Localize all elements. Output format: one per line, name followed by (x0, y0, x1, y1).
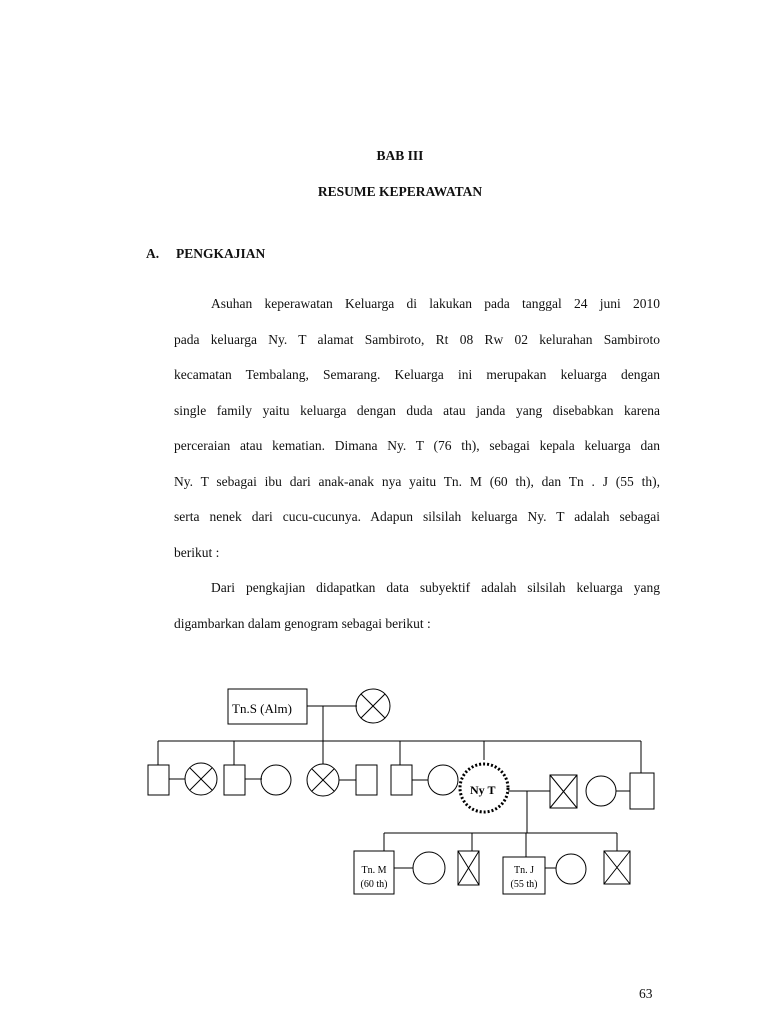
paragraph-line: Asuhan keperawatan Keluarga di lakukan pada tanggal 24 juni 2010 (211, 296, 660, 311)
paragraph-line: kecamatan Tembalang, Semarang. Keluarga ini merupakan keluarga dengan (174, 367, 660, 382)
paragraph-line: berikut : (174, 544, 220, 560)
section-title: PENGKAJIAN (176, 246, 266, 261)
sibling-wife (428, 765, 458, 795)
son2-name: Tn. J (514, 865, 534, 876)
son1-age: (60 th) (360, 879, 388, 890)
paragraph-line: serta nenek dari cucu-cucunya. Adapun silsilah keluarga Ny. T adalah sebagai (174, 509, 660, 524)
paragraph-line: perceraian atau kematian. Dimana Ny. T (76 th), sebagai kepala keluarga dan (174, 438, 660, 453)
paragraph-line: pada keluarga Ny. T alamat Sambiroto, Rt 08 Rw 02 kelurahan Sambiroto (174, 331, 660, 347)
sibling-male (148, 765, 169, 795)
sibling-husband (356, 765, 377, 795)
page-number: 63 (639, 986, 653, 1001)
section-letter: A. (146, 246, 160, 261)
sibling-male (391, 765, 412, 795)
sibling-wife (261, 765, 291, 795)
paragraph-line: digambarkan dalam genogram sebagai berikut : (174, 615, 431, 631)
paragraph-line: Ny. T sebagai ibu dari anak-anak nya yaitu Tn. M (60 th), dan Tn . J (55 th), (174, 473, 660, 489)
son2-wife (556, 854, 586, 884)
index-client-label: Ny T (470, 783, 496, 797)
sibling-female (586, 776, 616, 806)
document-title: RESUME KEPERAWATAN (317, 184, 483, 199)
son2-age: (55 th) (510, 879, 538, 890)
sibling-husband (630, 773, 654, 809)
son1-wife (413, 852, 445, 884)
sibling-male (224, 765, 245, 795)
grandfather-label: Tn.S (Alm) (232, 701, 292, 716)
paragraph-line: Dari pengkajian didapatkan data subyektif adalah silsilah keluarga yang (211, 580, 660, 595)
chapter-heading: BAB III (376, 148, 424, 163)
paragraph-line: single family yaitu keluarga dengan duda atau janda yang disebabkan karena (174, 402, 660, 418)
son1-name: Tn. M (361, 865, 387, 876)
